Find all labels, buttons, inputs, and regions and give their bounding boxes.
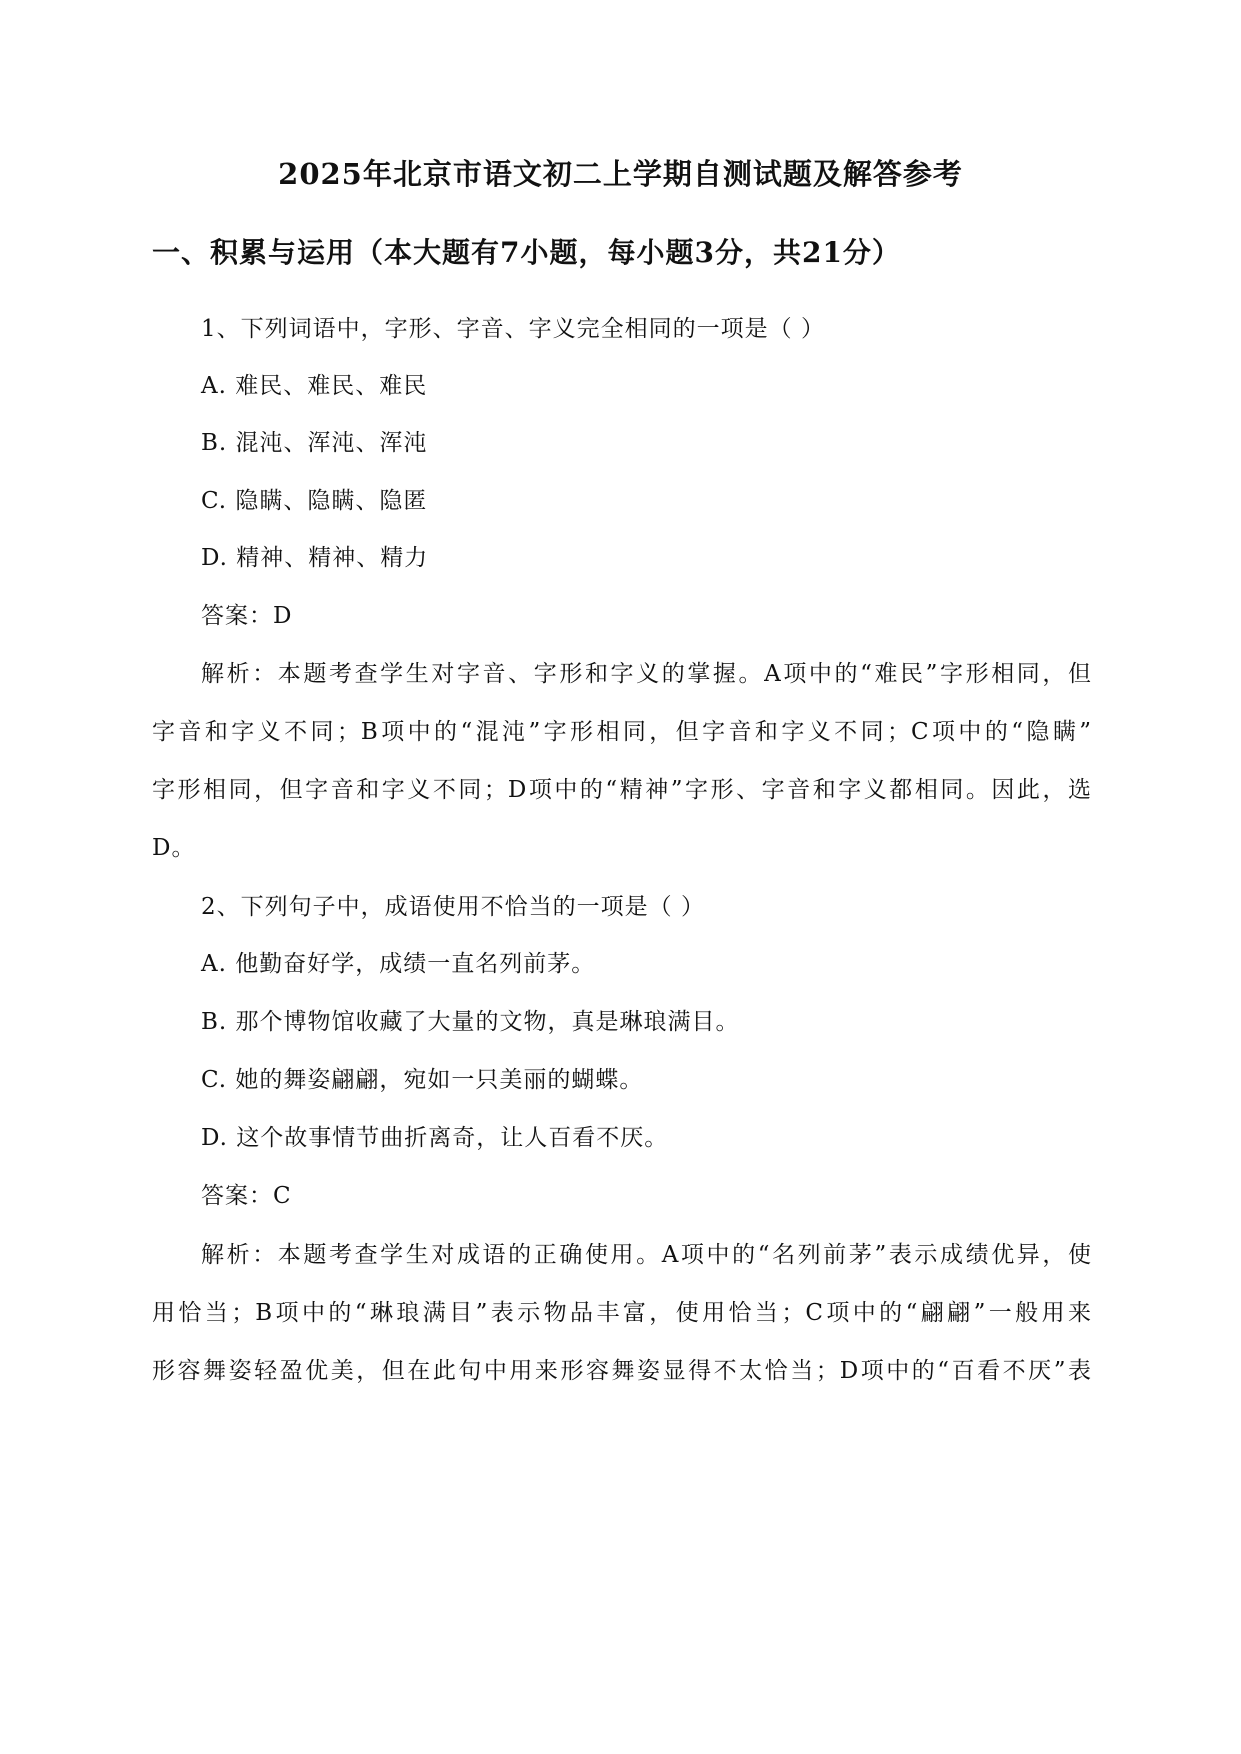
question-1-analysis-line: 解析：本题考查学生对字音、字形和字义的掌握。A项中的“难民”字形相同，但 [201, 661, 1092, 687]
question-1-option-a: A. 难民、难民、难民 [201, 373, 428, 399]
question-2-analysis-line: 用恰当；B项中的“琳琅满目”表示物品丰富，使用恰当；C项中的“翩翩”一般用来 [152, 1300, 1092, 1326]
question-1-analysis-line: 字音和字义不同；B项中的“混沌”字形相同，但字音和字义不同；C项中的“隐瞒” [152, 719, 1092, 745]
question-2-option-d: D. 这个故事情节曲折离奇，让人百看不厌。 [201, 1125, 669, 1151]
question-1-answer: 答案：D [201, 603, 293, 629]
question-2-option-b: B. 那个博物馆收藏了大量的文物，真是琳琅满目。 [201, 1009, 740, 1035]
question-2-analysis-line: 形容舞姿轻盈优美，但在此句中用来形容舞姿显得不太恰当；D项中的“百看不厌”表 [152, 1358, 1092, 1384]
question-1-analysis-line: 字形相同，但字音和字义不同；D项中的“精神”字形、字音和字义都相同。因此，选 [152, 777, 1092, 803]
question-2-option-c: C. 她的舞姿翩翩，宛如一只美丽的蝴蝶。 [201, 1067, 644, 1093]
section-heading: 一、积累与运用（本大题有7小题，每小题3分，共21分） [152, 236, 901, 269]
question-1-stem: 1、下列词语中，字形、字音、字义完全相同的一项是（ ） [201, 316, 825, 342]
question-1-option-c: C. 隐瞒、隐瞒、隐匿 [201, 488, 428, 514]
question-2-option-a: A. 他勤奋好学，成绩一直名列前茅。 [201, 951, 596, 977]
question-1-option-b: B. 混沌、浑沌、浑沌 [201, 430, 428, 456]
question-2-analysis-line: 解析：本题考查学生对成语的正确使用。A项中的“名列前茅”表示成绩优异，使 [201, 1242, 1092, 1268]
document-title: 2025年北京市语文初二上学期自测试题及解答参考 [278, 157, 963, 191]
question-2-answer: 答案：C [201, 1183, 292, 1209]
question-2-stem: 2、下列句子中，成语使用不恰当的一项是（ ） [201, 894, 705, 920]
question-1-option-d: D. 精神、精神、精力 [201, 545, 429, 571]
question-1-analysis-line: D。 [152, 835, 196, 861]
